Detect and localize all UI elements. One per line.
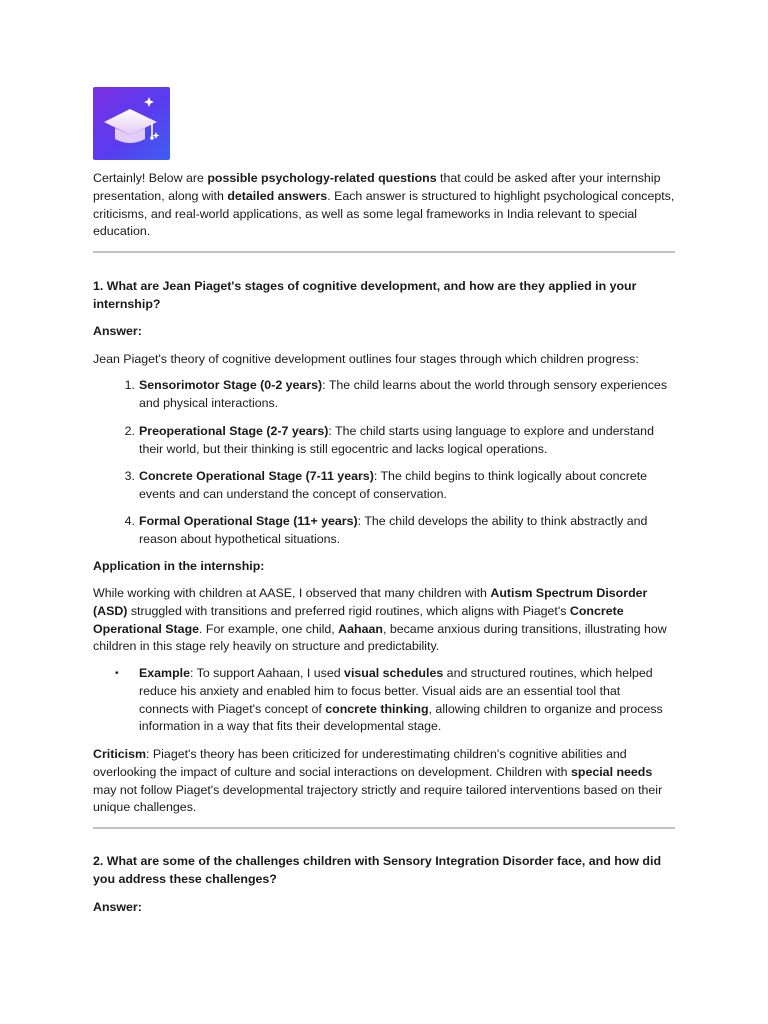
- example-bullet-item: [115, 665, 671, 736]
- answer-label: Answer:: [93, 324, 142, 338]
- stage-text: : The child learns about the world through sensory experiences and physical interactions.: [139, 378, 668, 410]
- example-bold: concrete thinking: [325, 701, 429, 716]
- question-1-heading: 1. What are Jean Piaget's stages of cognitive development, and how are they applied in your internship?: [93, 279, 637, 311]
- stage-title: Concrete Operational Stage (7-11 years): [139, 469, 374, 483]
- list-number: 4.: [124, 514, 135, 528]
- example-text: , allowing children to organize and process information in a way that fits their developmental stage.: [139, 701, 663, 734]
- stage-list-item: [124, 513, 671, 549]
- criticism-text: may not follow Piaget's developmental trajectory strictly and require tailored interventions based on their unique challenges.: [93, 782, 663, 815]
- stage-list-item: [124, 377, 671, 413]
- stage-text: : The child starts using language to explore and understand their world, but their thinking is still egocentric and lacks logical operations.: [139, 424, 654, 456]
- criticism-paragraph: [93, 746, 675, 817]
- application-bold: Concrete Operational Stage: [93, 603, 624, 636]
- application-bold: Aahaan: [338, 621, 383, 636]
- criticism-bold: Criticism: [93, 747, 147, 761]
- criticism-text: : Piaget's theory has been criticized for underestimating children's cognitive abilities and overlooking the impact of culture and social interactions on development. Children with: [93, 747, 627, 779]
- piaget-lead-text: Jean Piaget's theory of cognitive development outlines four stages through which children progress:: [93, 352, 639, 366]
- list-number: 1.: [124, 378, 135, 392]
- stage-list-item: [124, 468, 671, 504]
- application-label: Application in the internship:: [93, 559, 265, 573]
- intro-text: Certainly! Below are: [93, 171, 208, 185]
- stage-list-item: [124, 423, 671, 459]
- stage-title: Preoperational Stage (2-7 years): [139, 424, 329, 438]
- bullet-icon: •: [115, 668, 119, 679]
- intro-bold: possible psychology-related questions: [207, 171, 437, 185]
- application-text: struggled with transitions and preferred rigid routines, which aligns with Piaget's: [127, 603, 570, 618]
- answer-label: Answer:: [93, 900, 142, 914]
- example-text: and structured routines, which helped reduce his anxiety and enabled him to focus better. Visual aids are an essential tool that connects with Piaget's concept of: [139, 666, 653, 716]
- stage-text: : The child develops the ability to think abstractly and reason about hypothetical situations.: [139, 514, 648, 546]
- divider: [93, 827, 675, 829]
- intro-paragraph: [93, 170, 675, 241]
- application-text: . For example, one child,: [199, 621, 339, 636]
- example-bold: Example: [139, 666, 190, 680]
- list-number: 3.: [124, 469, 135, 483]
- application-text: While working with children at AASE, I observed that many children with: [93, 586, 491, 600]
- criticism-bold: special needs: [571, 764, 653, 779]
- question-2-heading: 2. What are some of the challenges children with Sensory Integration Disorder face, and how did you address these challenges?: [93, 854, 662, 886]
- intro-bold: detailed answers: [227, 188, 328, 203]
- list-number: 2.: [124, 424, 135, 438]
- graduation-cap-icon: [93, 87, 170, 160]
- application-bold: Autism Spectrum Disorder (ASD): [93, 586, 648, 618]
- intro-text: that could be asked after your internship presentation, along with: [93, 171, 661, 203]
- example-text: : To support Aahaan, I used: [189, 666, 345, 680]
- application-text: , became anxious during transitions, illustrating how children in this stage rely heavily on structure and predictability.: [93, 621, 667, 654]
- graduation-cap-logo: [93, 87, 170, 160]
- stage-title: Formal Operational Stage (11+ years): [139, 514, 358, 528]
- divider: [93, 251, 675, 253]
- stage-title: Sensorimotor Stage (0-2 years): [139, 378, 323, 392]
- application-paragraph: [93, 585, 675, 656]
- stage-text: : The child begins to think logically about concrete events and can understand the concept of conservation.: [139, 469, 648, 501]
- example-bold: visual schedules: [344, 666, 444, 680]
- intro-text: . Each answer is structured to highlight psychological concepts, criticisms, and real-world applications, as well as some legal frameworks in India relevant to special education.: [93, 188, 675, 239]
